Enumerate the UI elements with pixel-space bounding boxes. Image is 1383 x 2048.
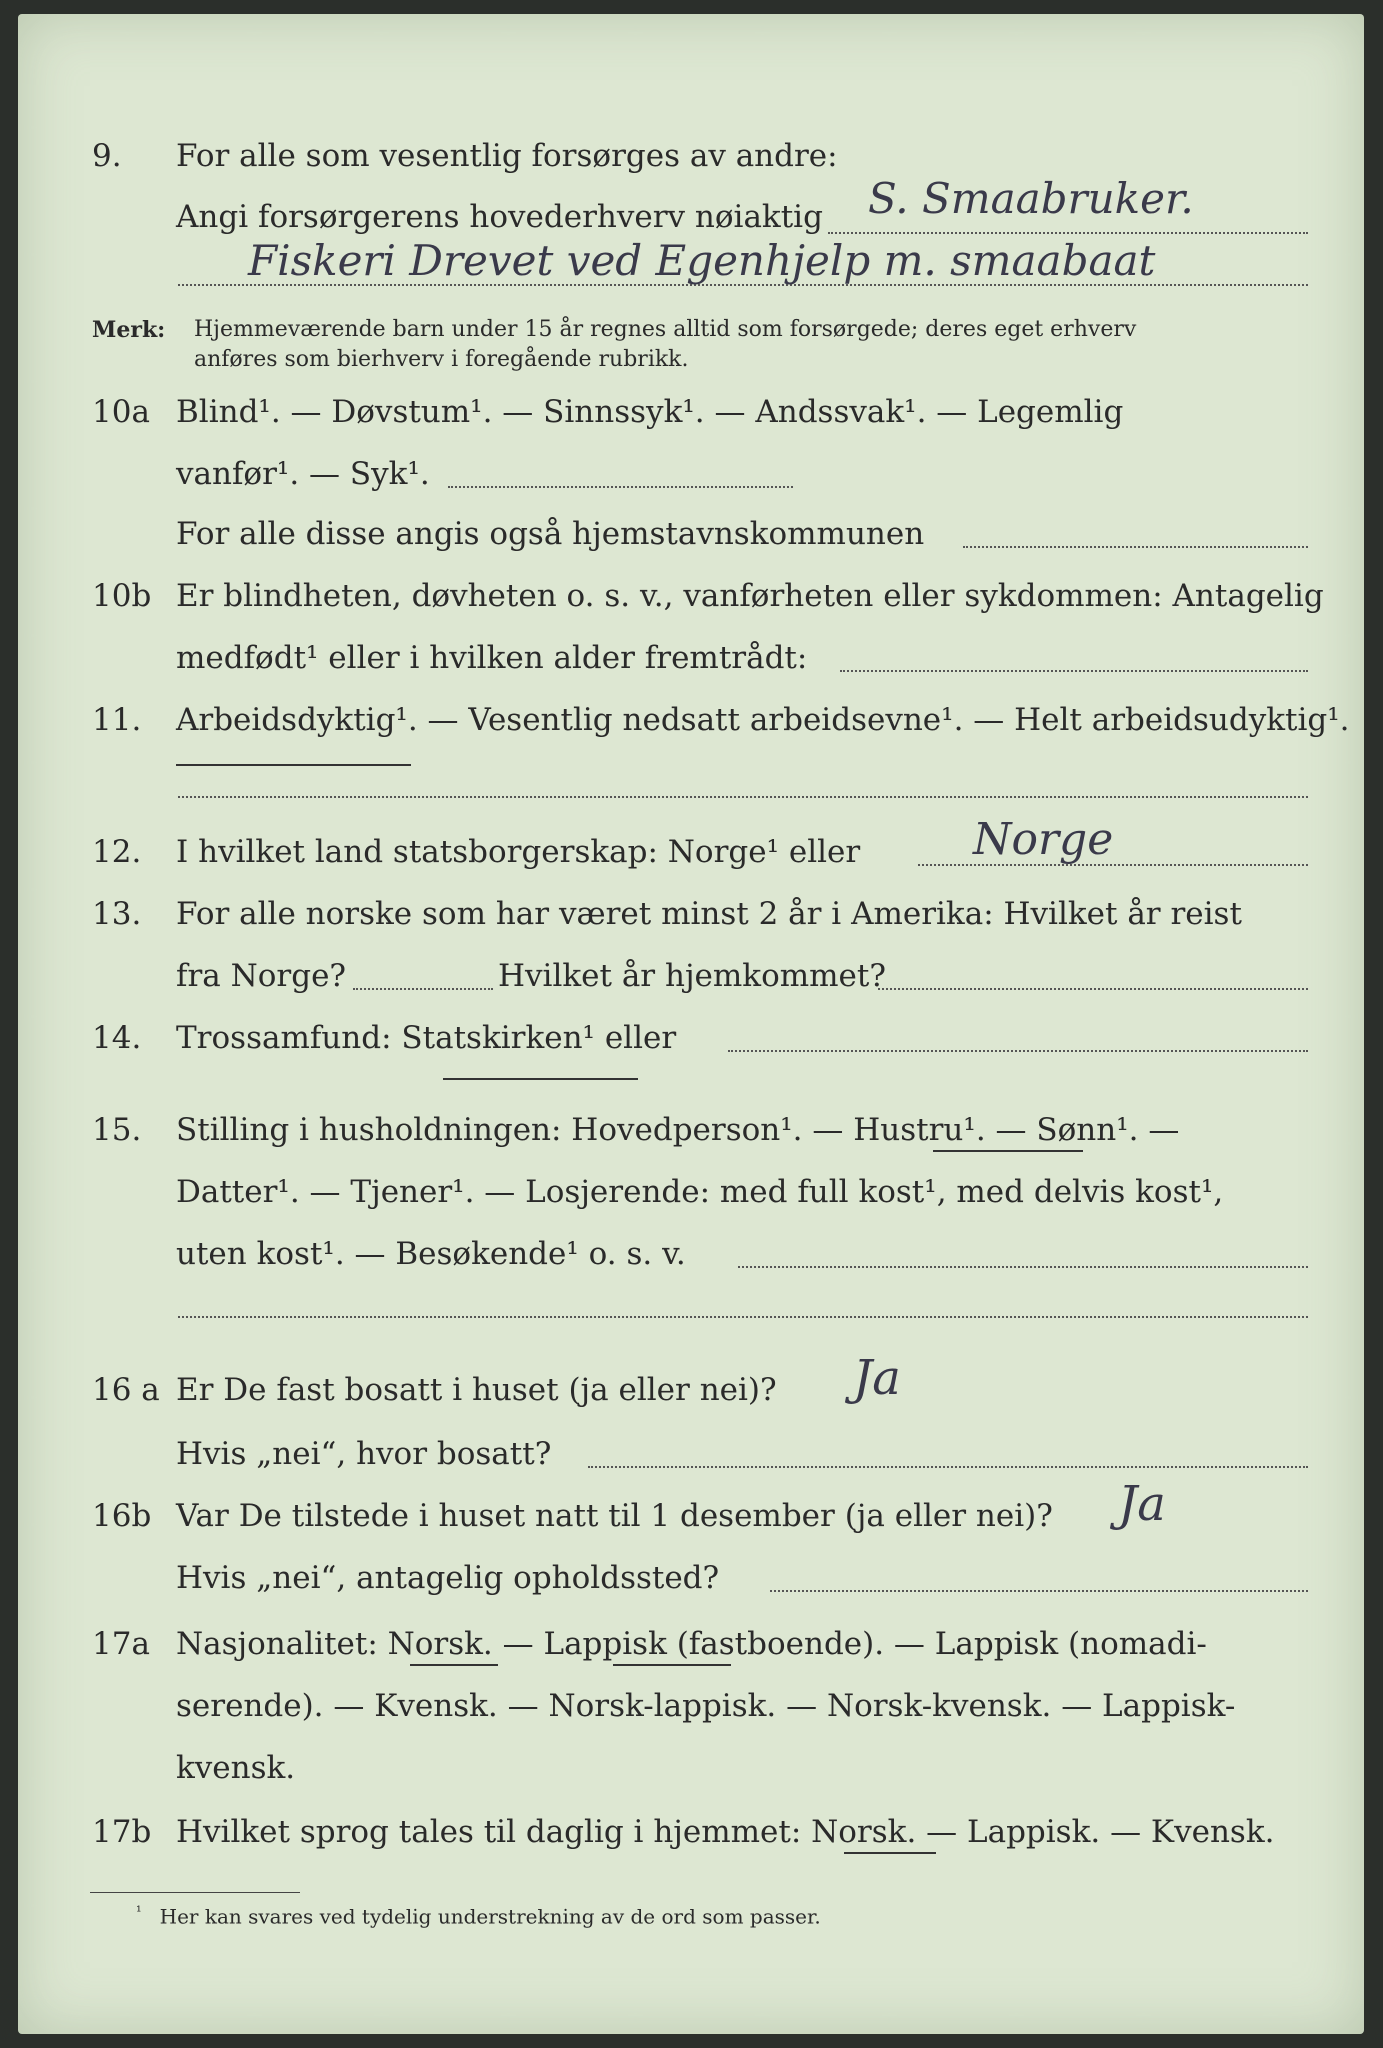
- q16a-text-2: Hvis „nei“, hvor bosatt?: [176, 1436, 552, 1472]
- q12-number: 12.: [92, 834, 142, 870]
- q12-text: I hvilket land statsborgerskap: Norge¹ eller: [176, 834, 861, 870]
- q13-text-2b: Hvilket år hjemkommet?: [498, 958, 886, 994]
- q10b-number: 10b: [92, 578, 152, 614]
- q9-number: 9.: [92, 138, 122, 174]
- q9-answer-2: Fiskeri Drevet ved Egenhjelp m. smaabaat: [248, 236, 1156, 285]
- q10a-text-3: For alle disse angis også hjemstavnskommunen: [176, 516, 925, 552]
- q15-text-3: uten kost¹. — Besøkende¹ o. s. v.: [176, 1236, 686, 1272]
- census-form-page: [18, 14, 1364, 2034]
- q15-number: 15.: [92, 1112, 142, 1148]
- q15-text-1: Stilling i husholdningen: Hovedperson¹. — Hustru¹. — Sønn¹. —: [176, 1112, 1180, 1148]
- footnote: [136, 1904, 821, 1929]
- q16a-text-1: Er De fast bosatt i huset (ja eller nei)?: [176, 1372, 777, 1408]
- q14-text: Trossamfund: Statskirken¹ eller: [176, 1020, 677, 1056]
- q16b-answer: Ja: [1118, 1476, 1166, 1532]
- q15-text-2: Datter¹. — Tjener¹. — Losjerende: med full kost¹, med delvis kost¹,: [176, 1174, 1224, 1210]
- q10b-text-1: Er blindheten, døvheten o. s. v., vanførheten eller sykdommen: Antagelig: [176, 578, 1324, 614]
- q16b-number: 16b: [92, 1498, 152, 1534]
- q17a-underline-norsk: [410, 1664, 498, 1666]
- merk-text-2: anføres som bierhverv i foregående rubrikk.: [194, 347, 689, 372]
- q14-number: 14.: [92, 1020, 142, 1056]
- q9-question: For alle som vesentlig forsørges av andre:: [176, 138, 838, 174]
- q15-underline: [933, 1150, 1083, 1152]
- q17a-text-1: Nasjonalitet: Norsk. — Lappisk (fastboende). — Lappisk (nomadi-: [176, 1626, 1207, 1662]
- q13-text-2a: fra Norge?: [176, 958, 347, 994]
- q13-number: 13.: [92, 896, 142, 932]
- q11-number: 11.: [92, 702, 142, 738]
- q17a-underline-lappisk: [613, 1664, 731, 1666]
- q16b-text-1: Var De tilstede i huset natt til 1 desember (ja eller nei)?: [176, 1498, 1053, 1534]
- merk-label: Merk:: [92, 317, 166, 343]
- q11-text: Arbeidsdyktig¹. — Vesentlig nedsatt arbeidsevne¹. — Helt arbeidsudyktig¹.: [176, 702, 1350, 738]
- q16b-text-2: Hvis „nei“, antagelig opholdssted?: [176, 1560, 720, 1596]
- q14-underline: [443, 1078, 638, 1080]
- footnote-rule: [90, 1892, 300, 1893]
- q17b-number: 17b: [92, 1814, 152, 1850]
- footnote-mark: ¹: [136, 1904, 142, 1920]
- q13-text-1: For alle norske som har været minst 2 år i Amerika: Hvilket år reist: [176, 896, 1242, 932]
- q16a-number: 16 a: [92, 1372, 160, 1408]
- q9-answer-1: S. Smaabruker.: [868, 174, 1194, 223]
- q17a-number: 17a: [92, 1626, 150, 1662]
- q17b-text: Hvilket sprog tales til daglig i hjemmet: Norsk. — Lappisk. — Kvensk.: [176, 1814, 1275, 1850]
- q16a-answer: Ja: [853, 1350, 901, 1406]
- q10b-text-2: medfødt¹ eller i hvilken alder fremtrådt:: [176, 640, 808, 676]
- q17a-text-2: serende). — Kvensk. — Norsk-lappisk. — Norsk-kvensk. — Lappisk-: [176, 1688, 1236, 1724]
- footnote-text: Her kan svares ved tydelig understrekning av de ord som passer.: [159, 1904, 821, 1929]
- q10a-text-2: vanfør¹. — Syk¹.: [176, 456, 430, 492]
- q9-question-2: Angi forsørgerens hovederhverv nøiaktig: [176, 199, 823, 235]
- q17a-text-3: kvensk.: [176, 1750, 296, 1786]
- merk-text-1: Hjemmeværende barn under 15 år regnes alltid som forsørgede; deres eget erhverv: [194, 317, 1137, 342]
- q17b-underline: [844, 1852, 936, 1854]
- q10a-number: 10a: [92, 394, 150, 430]
- q10a-text-1: Blind¹. — Døvstum¹. — Sinnssyk¹. — Andssvak¹. — Legemlig: [176, 394, 1124, 430]
- q12-answer: Norge: [973, 814, 1114, 865]
- q11-underline: [176, 764, 411, 766]
